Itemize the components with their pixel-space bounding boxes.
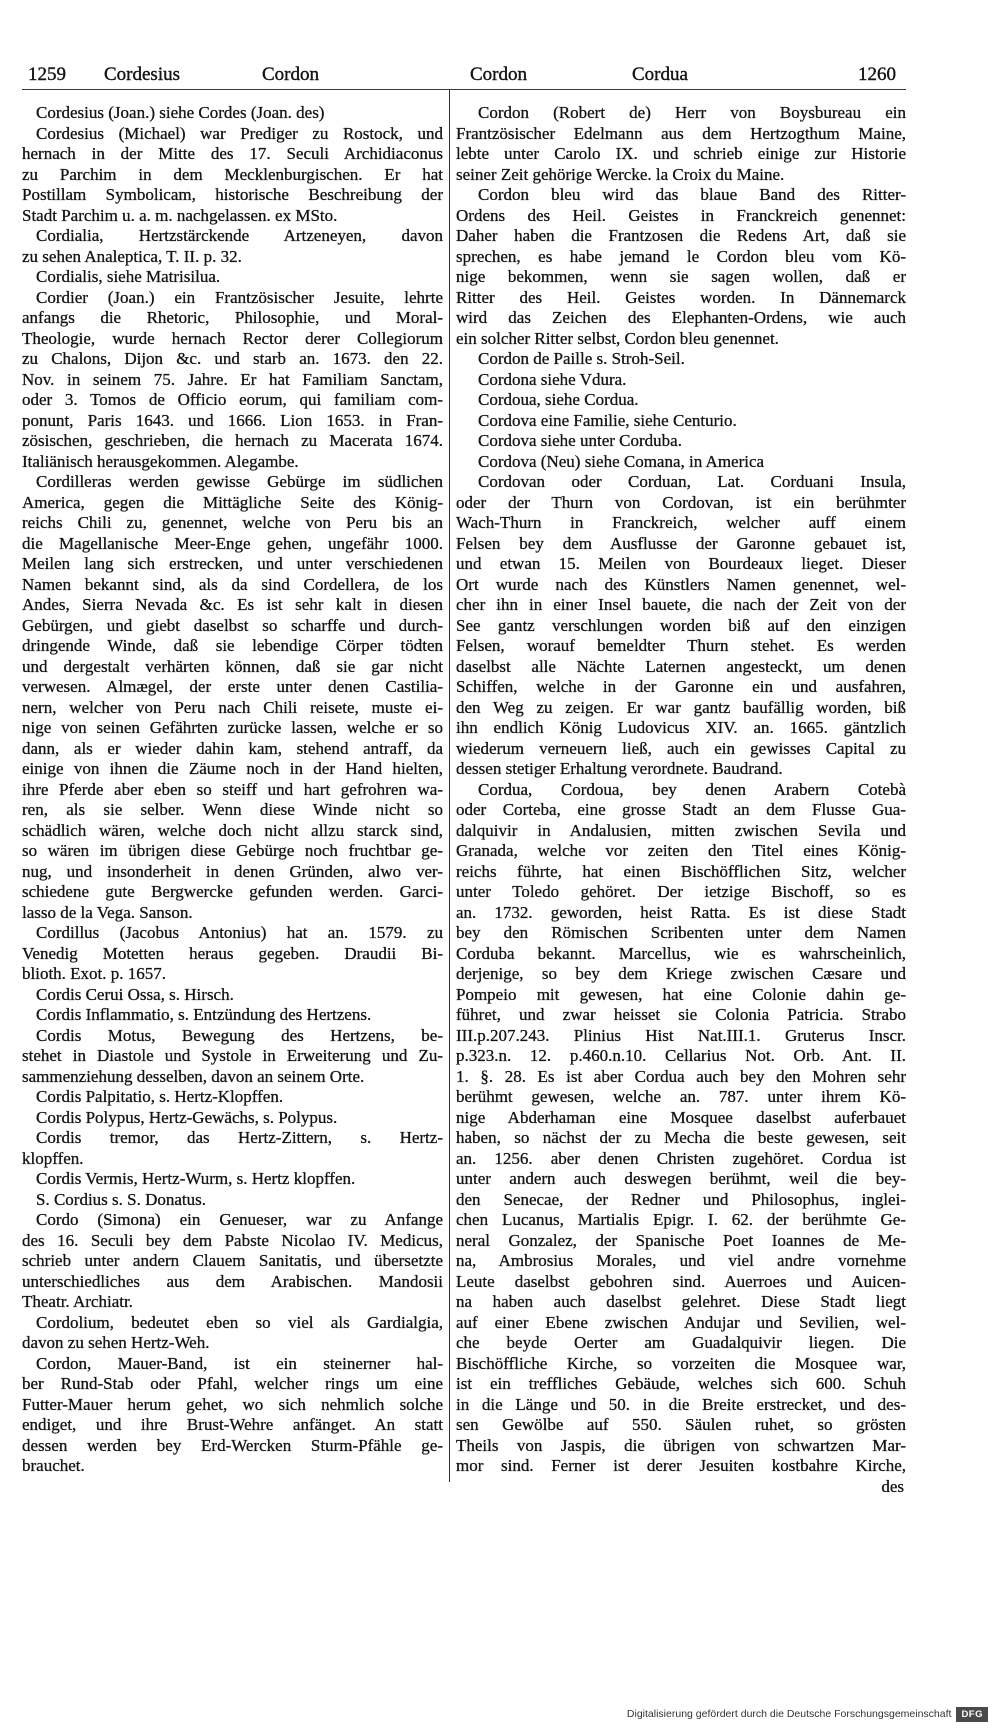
entry-headline: Cordolium, bedeutet eben so viel als Gardialgia, (36, 1312, 443, 1332)
text-line: anfangs die Rhetoric, Philosophie, und Moral- (22, 308, 443, 327)
page-number-right: 1260 (858, 64, 896, 85)
entry-headline: Cordon de Paille s. Stroh-Seil. (478, 349, 685, 368)
text-line: zu Chalons, Dijon &c. und starb an. 1673. den 22. (22, 349, 443, 368)
text-line: ponunt, Paris 1643. und 1666. Lion 1653. in Fran- (22, 410, 443, 430)
text-line: p.323.n. 12. p.460.n.10. Cellarius Not. Orb. Ant. II. (456, 1046, 906, 1065)
text-line: lebte unter Carolo IX. und schrieb einige zur Historie (456, 144, 906, 163)
entry-headline: Cordova siehe unter Corduba. (478, 431, 682, 450)
text-line: Bischöffliche Kirche, so vorzeiten die Mosquee war, (456, 1353, 906, 1373)
text-line: die Magellanische Meer-Enge gehen, ungefähr 1000. (22, 533, 443, 553)
entry-headline: Cordis Inflammatio, s. Entzündung des Hertzens. (36, 1005, 372, 1024)
text-line: an. 1256. aber denen Christen zugehöret. Cordua ist (456, 1148, 906, 1168)
text-line: des 16. Seculi bey dem Pabste Nicolao IV. Medicus, (22, 1230, 443, 1250)
text-line: Wach-Thurn in Franckreich, welcher auff einem (456, 513, 906, 532)
text-line: sammenziehung desselben, davon an seinem Orte. (22, 1066, 365, 1086)
header-rule (22, 89, 906, 90)
text-line: dessen werden bey Erd-Wercken Sturm-Pfähle ge- (22, 1435, 443, 1455)
text-line: Granada, welche vor zeiten den Titel eines König- (456, 841, 906, 860)
lexicon-entry (22, 226, 443, 267)
text-line: ein solcher Ritter selbst, Cordon bleu genennet. (456, 328, 779, 348)
lexicon-entry (456, 390, 906, 411)
text-line: unterschiedliches aus dem Arabischen. Mandosii (22, 1271, 443, 1291)
entry-headline: Cordovan oder Corduan, Lat. Corduani Insula, (478, 472, 906, 491)
text-line: oder 3. Tomos de Officio eorum, qui familiam com- (22, 390, 443, 409)
text-line: nige von seinen Gefährten zurücke lassen, welche er so (22, 718, 443, 737)
text-line: Felsen, worauf bemeldter Thurn stehet. Es werden (456, 636, 906, 655)
text-line: Leute daselbst gebohren sind. Auerroes und Auicen- (456, 1271, 906, 1291)
text-line: Nov. in seinem 75. Jahre. Er hat Familiam Sanctam, (22, 369, 443, 389)
running-header (0, 63, 1000, 89)
text-line: schädlich wären, welche doch nicht allzu starck sind, (22, 820, 443, 840)
text-line: zu Parchim in dem Mecklenburgischen. Er hat (22, 164, 443, 184)
text-line: Postillam Symbolicam, historische Beschreibung der (22, 185, 443, 204)
text-line: See gantz verschlungen worden biß auf den einzigen (456, 615, 906, 635)
entry-headline: Cordon (Robert de) Herr von Boysbureau ein (478, 103, 906, 122)
text-line: nug, und insonderheit in denen Gründen, alwo ver- (22, 861, 443, 881)
text-line: sen Gewölbe auf 550. Säulen ruhet, so grösten (456, 1415, 906, 1434)
entry-headline: Cordo (Simona) ein Genueser, war zu Anfange (36, 1210, 443, 1229)
lexicon-entry (456, 780, 906, 1477)
text-line: Italiänisch herausgekommen. Alegambe. (22, 451, 299, 471)
entry-headline: Cordoua, siehe Cordua. (478, 390, 639, 409)
text-line: Daher haben die Frantzosen die Redens Art, daß sie (456, 226, 906, 245)
text-line: nern, welcher von Peru nach Chili reisete, muste ei- (22, 697, 443, 717)
entry-headline: Cordillus (Jacobus Antonius) hat an. 1579. zu (36, 923, 443, 942)
entry-headline: Cordon bleu wird das blaue Band des Ritter- (478, 185, 906, 204)
text-line: den Weg zu zeigen. Er war gantz baufällig worden, biß (456, 697, 906, 717)
running-head-right-first: Cordon (470, 64, 527, 85)
page-number-left: 1259 (28, 64, 66, 85)
text-line: lasso de la Vega. Sanson. (22, 902, 193, 922)
text-line: Meilen lang sich erstrecken, und unter verschiedenen (22, 554, 443, 573)
text-line: davon zu sehen Hertz-Weh. (22, 1333, 210, 1352)
entry-headline: Cordon, Mauer-Band, ist ein steinerner hal- (36, 1353, 443, 1373)
catchword: des (881, 1476, 904, 1496)
text-line: unter andern auch deswegen berühmt, weil die bey- (456, 1169, 906, 1188)
entry-headline: Cordesius (Joan.) siehe Cordes (Joan. des) (36, 103, 325, 122)
left-column (22, 103, 443, 1477)
text-line: dalquivir in Andalusien, mitten zwischen Sevila und (456, 820, 906, 840)
digitization-credit (560, 1704, 988, 1724)
text-line: daselbst alle Nächte Laternen angesteckt, um denen (456, 656, 906, 676)
text-line: in die Länge und 50. in die Breite erstrecket, und des- (456, 1394, 906, 1414)
text-line: derjenige, so bey dem Kriege zwischen Cæsare und (456, 964, 906, 983)
text-line: auf einer Ebene zwischen Andujar und Sevilien, wel- (456, 1312, 906, 1332)
entry-headline: Cordialis, siehe Matrisilua. (36, 267, 221, 286)
text-line: Schiffen, welche in der Garonne ein und ausfahren, (456, 677, 906, 696)
text-line: brauchet. (22, 1456, 85, 1475)
text-line: ren, als sie selber. Wenn diese Winde nicht so (22, 800, 443, 819)
text-line: wiederum verneuern ließ, auch ein gewisses Capital zu (456, 738, 906, 758)
entry-headline: Cordilleras werden gewisse Gebürge im südlichen (36, 472, 443, 491)
text-line: und etwan 15. Meilen von Bourdeaux lieget. Dieser (456, 554, 906, 573)
entry-headline: Cordis Vermis, Hertz-Wurm, s. Hertz klopffen. (36, 1169, 356, 1188)
text-line: sprechen, es habe jemand le Cordon bleu vom Kö- (456, 246, 906, 266)
text-line: Corduba bekannt. Marcellus, wie es wahrscheinlich, (456, 943, 906, 963)
lexicon-entry (22, 1169, 443, 1190)
lexicon-entry (22, 472, 443, 923)
entry-headline: Cordis tremor, das Hertz-Zittern, s. Hertz- (36, 1128, 443, 1147)
lexicon-entry (22, 103, 443, 124)
text-line: Futter-Mauer herum gehet, wo sich nehmlich solche (22, 1394, 443, 1414)
text-line: ihn endlich König Ludovicus XIV. an. 1665. gäntzlich (456, 718, 906, 737)
text-line: Frantzösischer Edelmann aus dem Hertzogthum Maine, (456, 123, 906, 143)
running-head-right-last: Cordua (632, 64, 688, 85)
text-line: unter Toledo gehöret. Der ietzige Bischoff, so es (456, 882, 906, 901)
running-head-left-first: Cordesius (104, 64, 180, 85)
text-line: ber Rund-Stab oder Pfahl, welcher rings um eine (22, 1374, 443, 1393)
lexicon-entry (22, 923, 443, 985)
text-line: verwesen. Almægel, der erste unter denen Castilia- (22, 677, 443, 696)
text-line: Venedig Motetten heraus gegeben. Draudii Bi- (22, 943, 443, 963)
text-line: neral Gonzalez, der Spanische Poet Ioannes de Me- (456, 1230, 906, 1250)
text-line: Stadt Parchim u. a. m. nachgelassen. ex MSto. (22, 205, 338, 225)
lexicon-entry (22, 1108, 443, 1129)
text-line: dessen stetiger Erhaltung verordnete. Baudrand. (456, 759, 783, 778)
lexicon-entry (22, 1190, 443, 1211)
lexicon-entry (456, 472, 906, 780)
text-line: Theils von Jaspis, die übrigen von schwartzen Mar- (456, 1435, 906, 1455)
text-line: 1. §. 28. Es ist aber Cordua auch bey den Mohren sehr (456, 1066, 906, 1086)
entry-headline: Cordua, Cordoua, bey denen Arabern Cotebà (478, 779, 906, 799)
right-column (456, 103, 906, 1497)
lexicon-entry (22, 288, 443, 473)
text-line: Andes, Sierra Nevada &c. Es ist sehr kalt in diesen (22, 595, 443, 614)
entry-headline: S. Cordius s. S. Donatus. (36, 1189, 207, 1209)
text-line: stehet in Diastole und Systole in Erweiterung und Zu- (22, 1046, 443, 1065)
lexicon-entry (22, 1313, 443, 1354)
lexicon-entry (456, 411, 906, 432)
text-line: endiget, und ihre Brust-Wehre anfänget. An statt (22, 1415, 443, 1434)
text-line: nige bekommen, wenn sie sagen wollen, daß er (456, 267, 906, 286)
entry-headline: Cordis Palpitatio, s. Hertz-Klopffen. (36, 1087, 284, 1106)
text-line: III.p.207.243. Plinius Hist Nat.III.1. Gruterus Inscr. (456, 1025, 906, 1045)
text-line: cher ihn in einer Insel bauete, die nach der Zeit von der (456, 595, 906, 614)
dfg-logo: DFG (956, 1707, 988, 1722)
text-line: America, gegen die Mittägliche Seite des König- (22, 492, 443, 512)
lexicon-entry (22, 985, 443, 1006)
text-line: dann, als er wieder dahin kam, stehend antraff, da (22, 738, 443, 758)
text-line: mor sind. Ferner ist derer Jesuiten kostbahre Kirche, (456, 1456, 906, 1475)
lexicon-entry (22, 124, 443, 227)
lexicon-entry (456, 452, 906, 473)
text-line: bey den Römischen Scribenten unter dem Namen (456, 923, 906, 942)
text-line: ist ein treffliches Gebäude, welches sich 600. Schuh (456, 1374, 906, 1393)
entry-headline: Cordesius (Michael) war Prediger zu Rostock, und (36, 123, 443, 143)
lexicon-entry (22, 1005, 443, 1026)
entry-headline: Cordova eine Familie, siehe Centurio. (478, 410, 737, 430)
text-line: blioth. Exot. p. 1657. (22, 964, 167, 983)
text-line: nige Abderhaman eine Mosquee daselbst auferbauet (456, 1107, 906, 1127)
text-line: führet, und zwar heisset sie Colonia Patricia. Strabo (456, 1005, 906, 1024)
text-line: zu sehen Analeptica, T. II. p. 32. (22, 246, 242, 266)
text-line: dringende Winde, daß sie lebendige Cörper tödten (22, 636, 443, 655)
text-line: den Senecae, der Redner und Philosophus, inglei- (456, 1189, 906, 1209)
lexicon-entry (22, 1210, 443, 1313)
text-line: na haben auch daselbst gelehret. Diese Stadt liegt (456, 1292, 906, 1311)
entry-headline: Cordis Cerui Ossa, s. Hirsch. (36, 984, 234, 1004)
text-line: na, Ambrosius Morales, und viel andre vornehme (456, 1251, 906, 1270)
text-line: che beyde Oerter am Guadalquivir liegen. Die (456, 1333, 906, 1352)
text-line: Theatr. Archiatr. (22, 1292, 133, 1311)
text-line: Pompeio mit gewesen, hat eine Colonie dahin ge- (456, 984, 906, 1004)
entry-headline: Cordova (Neu) siehe Comana, in America (478, 451, 765, 471)
text-line: ihre Pferde aber eben so steiff und hart gefrohren wa- (22, 779, 443, 799)
credit-text: Digitalisierung gefördert durch die Deutsche Forschungsgemeinschaft (626, 1708, 952, 1720)
entry-headline: Cordis Polypus, Hertz-Gewächs, s. Polypus. (36, 1107, 338, 1127)
text-line: so wären im übrigen diese Gebürge noch fruchtbar ge- (22, 841, 443, 860)
text-line: wird das Zeichen des Elephanten-Ordens, wie auch (456, 308, 906, 327)
text-line: an. 1732. geworden, heist Ratta. Es ist diese Stadt (456, 902, 906, 922)
text-line: zösischen, geschrieben, die hernach zu Macerata 1674. (22, 431, 443, 450)
lexicon-entry (22, 267, 443, 288)
text-line: reichs Chili zu, genennet, welche von Peru bis an (22, 513, 443, 532)
text-line: haben, so nächst der zu Mecha die beste gewesen, seit (456, 1128, 906, 1147)
lexicon-entry (22, 1354, 443, 1477)
lexicon-entry (22, 1087, 443, 1108)
text-line: schrieb unter andern Clauem Sanitatis, und übersetzte (22, 1251, 443, 1270)
text-line: Ordens des Heil. Geistes in Franckreich genennet: (456, 205, 906, 225)
entry-headline: Cordona siehe Vdura. (478, 369, 627, 389)
text-line: Ort wurde nach des Künstlers Namen genennet, wel- (456, 574, 906, 594)
text-line: oder Corteba, eine grosse Stadt an dem Flusse Gua- (456, 800, 906, 819)
lexicon-entry (456, 103, 906, 185)
text-line: einige von ihnen die Zäume noch in der Hand hielten, (22, 759, 443, 778)
column-divider (449, 90, 450, 1482)
text-line: berühmt gewesen, welche an. 787. unter ihrem Kö- (456, 1087, 906, 1106)
entry-headline: Cordier (Joan.) ein Frantzösischer Jesuite, lehrte (36, 287, 443, 307)
lexicon-entry (456, 370, 906, 391)
lexicon-entry (456, 349, 906, 370)
text-line: klopffen. (22, 1148, 84, 1168)
text-line: Theologie, wurde hernach Rector derer Collegiorum (22, 328, 443, 348)
running-head-left-last: Cordon (262, 64, 319, 85)
text-line: Namen bekannt sind, als da sind Cordellera, de los (22, 574, 443, 594)
lexicon-entry (22, 1128, 443, 1169)
text-line: hernach in der Mitte des 17. Seculi Archidiaconus (22, 144, 443, 163)
text-line: reichs führte, hat einen Bischöfflichen Sitz, welcher (456, 861, 906, 881)
text-line: seiner Zeit gehörige Wercke. la Croix du Maine. (456, 164, 785, 184)
text-line: oder der Thurn von Cordovan, ist ein berühmter (456, 492, 906, 512)
lexicon-entry (456, 185, 906, 349)
text-line: chen Lucanus, Martialis Epigr. I. 62. der berühmte Ge- (456, 1210, 906, 1229)
entry-headline: Cordis Motus, Bewegung des Hertzens, be- (36, 1025, 443, 1045)
lexicon-entry (22, 1026, 443, 1088)
text-line: Ritter des Heil. Geistes worden. In Dännemarck (456, 287, 906, 307)
lexicon-entry (456, 431, 906, 452)
text-line: Gebürgen, und giebt daselbst so scharffe und durch- (22, 615, 443, 635)
text-line: und dergestalt verhärten können, daß sie gar nicht (22, 656, 443, 676)
text-line: Felsen bey dem Ausflusse der Garonne gebauet ist, (456, 533, 906, 553)
text-line: schiedene gute Bergwercke gefunden werden. Garci- (22, 882, 443, 901)
entry-headline: Cordialia, Hertzstärckende Artzeneyen, davon (36, 226, 443, 245)
